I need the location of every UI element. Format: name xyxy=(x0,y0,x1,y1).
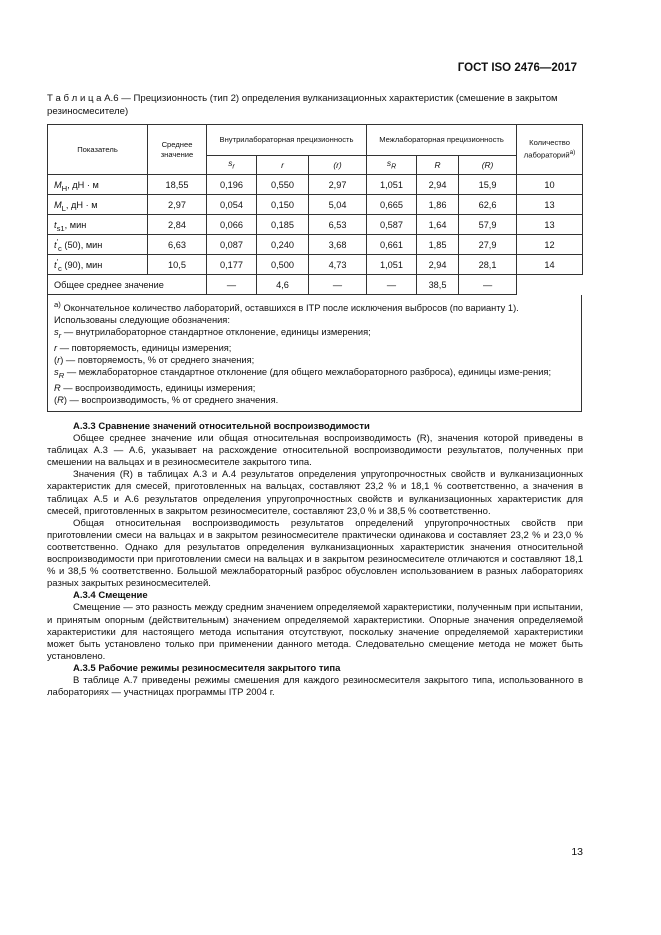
note-footnote: $^{а)}$ Окончательное количество лабораторий, оставшихся в ITP после исключения выбросов (по варианту 1). xyxy=(54,300,519,314)
note-R-percent: (R) — воспроизводимость, % от среднего значения. xyxy=(54,395,279,406)
table-cell: 13 xyxy=(517,195,583,215)
table-cell: 1,85 xyxy=(417,235,459,255)
note-r: r — повторяемость, единицы измерения; xyxy=(54,343,232,354)
table-cell: 0,196 xyxy=(207,175,257,195)
table-cell: 13 xyxy=(517,215,583,235)
table-cell: 10,5 xyxy=(148,255,207,275)
precision-table-block xyxy=(47,124,582,412)
row-indicator: $t'_c$ (50), мин xyxy=(48,235,148,255)
sub-header-sr: $s_r$ xyxy=(207,156,257,175)
table-cell: 10 xyxy=(517,175,583,195)
note-intro: Использованы следующие обозначения: xyxy=(54,315,230,326)
table-cell: 0,587 xyxy=(367,215,417,235)
col-count-footnote-mark: а) xyxy=(569,149,576,157)
row-indicator: $M_L$, дН · м xyxy=(48,195,148,215)
body-text xyxy=(47,421,583,699)
table-cell: 0,177 xyxy=(207,255,257,275)
table-cell: 0,500 xyxy=(257,255,309,275)
note-r-percent: (r) — повторяемость, % от среднего значения; xyxy=(54,355,255,366)
table-row xyxy=(48,235,583,255)
sub-header-r-percent: (r) xyxy=(309,156,367,175)
table-cell: 2,97 xyxy=(309,175,367,195)
table-cell: 3,68 xyxy=(309,235,367,255)
table-cell: 2,94 xyxy=(417,175,459,195)
table-row xyxy=(48,175,583,195)
paragraph-1: Общее среднее значение или общая относительная воспроизводимость (R), значения которой приведены в таблицах А.3 — А.6, указывает на расхождение относительной воспроизводимости результатов, полученных при смешении на вальцах и в резиносмесителе закрытого типа. xyxy=(47,433,583,469)
table-cell: 2,94 xyxy=(417,255,459,275)
col-between-header: Межлабораторная прецизионность xyxy=(367,125,517,156)
row-indicator: $t_{s1}$, мин xyxy=(48,215,148,235)
col-count-label: Количество лабораторий xyxy=(523,138,570,160)
note-sr: $s_r$ — внутрилабораторное стандартное отклонение, единицы измерения; xyxy=(54,327,371,341)
standard-header: ГОСТ ISO 2476—2017 xyxy=(457,62,577,74)
table-cell: — xyxy=(309,275,367,295)
section-a33-heading: А.3.3 Сравнение значений относительной воспроизводимости xyxy=(73,421,370,432)
table-cell: 62,6 xyxy=(459,195,517,215)
sub-header-r: r xyxy=(257,156,309,175)
paragraph-3: Общая относительная воспроизводимость результатов определений упругопрочностных свойств при приготовлении смеси на вальцах и в закрытом резиносмесителе практически одинакова и составляет 23,2 % и 23,0 % соответственно. Однако для результатов определения вулканизационных характеристик значения относительной воспроизводимости при приготовлении смеси на вальцах и в закрытом резиносмесителе отличаются и составляют 18,1 % и 38,5 % соответственно. Большой межлабораторный разброс обусловлен использованием в разных лабораториях разных закрытых резиносмесителей. xyxy=(47,517,583,590)
table-cell: — xyxy=(459,275,517,295)
sub-header-R-percent: (R) xyxy=(459,156,517,175)
table-cell: 6,63 xyxy=(148,235,207,255)
table-cell: 0,054 xyxy=(207,195,257,215)
section-a34-heading: А.3.4 Смещение xyxy=(73,590,148,602)
table-cell: 1,051 xyxy=(367,255,417,275)
table-cell: 1,86 xyxy=(417,195,459,215)
table-cell: 0,665 xyxy=(367,195,417,215)
table-cell: 0,087 xyxy=(207,235,257,255)
table-row xyxy=(48,215,583,235)
col-indicator-header: Показатель xyxy=(48,125,148,175)
table-cell: 0,550 xyxy=(257,175,309,195)
paragraph-2: Значения (R) в таблицах А.3 и А.4 результатов определения упругопрочностных свойств и вулканизационных характеристик для смесей, приготовленных на вальцах, составляют 23,2 % и 18,1 % соответственно, а значения в таблицах А.5 и А.6 результатов определения упругопрочностных свойств и вулканизационных характеристик для смесей, приготовленных в закрытом резиносмесителе, составляют 23,0 % и 38,5 % соответственно. xyxy=(47,469,583,517)
col-count-header xyxy=(517,125,583,175)
table-cell: 18,55 xyxy=(148,175,207,195)
overall-row xyxy=(48,275,583,295)
paragraph-5: В таблице А.7 приведены режимы смешения для каждого резиносмесителя закрытого типа, использованного в лабораториях — участницах программы ITP 2004 г. xyxy=(47,674,583,699)
note-R: R — воспроизводимость, единицы измерения; xyxy=(54,383,256,394)
table-cell: 0,661 xyxy=(367,235,417,255)
table-cell: 2,84 xyxy=(148,215,207,235)
table-cell: 6,53 xyxy=(309,215,367,235)
table-cell: 2,97 xyxy=(148,195,207,215)
table-notes xyxy=(47,295,582,412)
table-cell: 0,150 xyxy=(257,195,309,215)
table-cell: 27,9 xyxy=(459,235,517,255)
table-cell: 57,9 xyxy=(459,215,517,235)
precision-table xyxy=(47,124,583,295)
overall-label: Общее среднее значение xyxy=(48,275,207,295)
paragraph-4: Смещение — это разность между средним значением определяемой характеристики, полученным при испытании, и принятым опорным (действительным) значением определяемой характеристики. Опорные значения определяемой характеристики для настоящего метода испытания отсутствуют, поскольку значение определяемой характеристики может быть установлено только при применении данного метода. Следовательно смещение метода не может быть установлено. xyxy=(47,602,583,662)
table-cell: 15,9 xyxy=(459,175,517,195)
table-row xyxy=(48,255,583,275)
note-sR: $s_R$ — межлабораторное стандартное отклонение (для общего межлабораторного разброса), единицы изме-рения; xyxy=(54,367,552,381)
table-cell: — xyxy=(207,275,257,295)
table-cell: 0,240 xyxy=(257,235,309,255)
table-cell: 4,6 xyxy=(257,275,309,295)
table-cell: 0,185 xyxy=(257,215,309,235)
table-caption: Т а б л и ц а А.6 — Прецизионность (тип 2) определения вулканизационных характеристик (смешение в закрытом резиносмесителе) xyxy=(47,93,558,117)
table-cell: 38,5 xyxy=(417,275,459,295)
table-row xyxy=(48,195,583,215)
table-cell: 5,04 xyxy=(309,195,367,215)
table-cell: 1,64 xyxy=(417,215,459,235)
table-cell: 4,73 xyxy=(309,255,367,275)
table-cell: 14 xyxy=(517,255,583,275)
table-cell: 12 xyxy=(517,235,583,255)
col-within-header: Внутрилабораторная прецизионность xyxy=(207,125,367,156)
section-a35-heading: А.3.5 Рабочие режимы резиносмесителя закрытого типа xyxy=(73,662,341,674)
table-cell: 0,066 xyxy=(207,215,257,235)
table-cell: 1,051 xyxy=(367,175,417,195)
page-number: 13 xyxy=(571,846,583,858)
row-indicator: $t'_c$ (90), мин xyxy=(48,255,148,275)
sub-header-R: R xyxy=(417,156,459,175)
table-cell: 28,1 xyxy=(459,255,517,275)
col-mean-header: Среднее значение xyxy=(148,125,207,175)
sub-header-sR: $s_R$ xyxy=(367,156,417,175)
table-cell: — xyxy=(367,275,417,295)
row-indicator: $M_H$, дН · м xyxy=(48,175,148,195)
